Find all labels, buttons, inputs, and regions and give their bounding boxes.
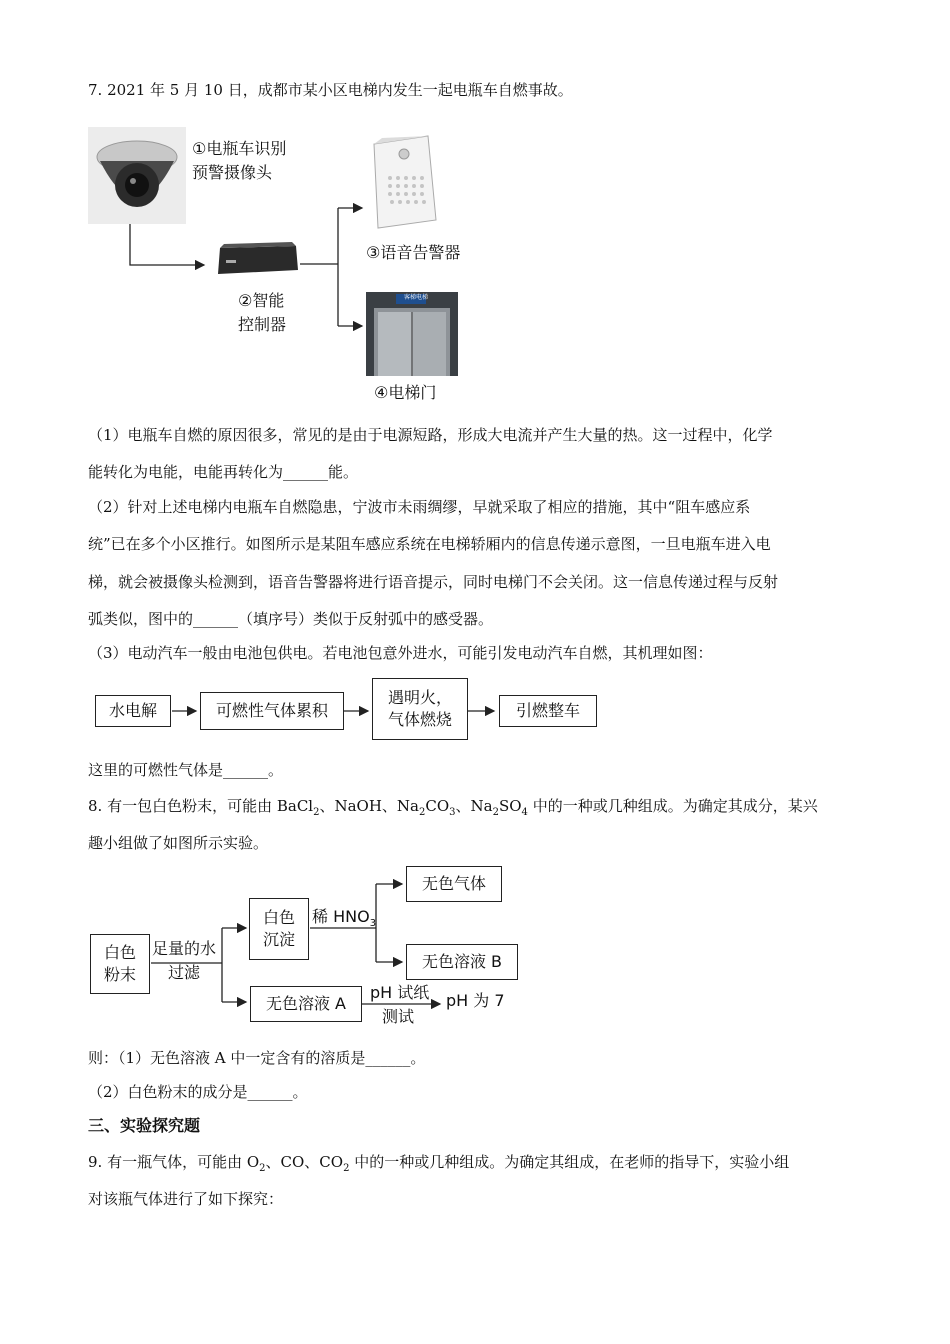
q8-answer-2: （2）白色粉末的成分是______。 bbox=[88, 1083, 308, 1101]
section-3-heading: 三、实验探究题 bbox=[88, 1116, 201, 1135]
camera-label-1: ①电瓶车识别 bbox=[192, 139, 287, 158]
q8-stem-line1: 8. 有一包白色粉末，可能由 BaCl$_2$、NaOH、$Na_2CO_3$、$Na_2SO_4$ 中的一种或几种组成。为确定其成分，某兴 bbox=[88, 797, 818, 818]
flow-gas-accumulation: 可燃性气体累积 bbox=[200, 692, 344, 730]
controller-label-2: 控制器 bbox=[238, 315, 287, 334]
white-powder-box bbox=[90, 934, 150, 994]
ph-paper-label: pH 试纸 bbox=[370, 983, 430, 1002]
flow-electrolysis: 水电解 bbox=[95, 695, 171, 727]
colorless-solution-b-box: 无色溶液 B bbox=[406, 944, 518, 980]
door-sign: 客梯电梯 bbox=[404, 294, 429, 301]
speaker-label: ③语音告警器 bbox=[366, 243, 461, 262]
flow-gas-burning-2: 气体燃烧 bbox=[387, 710, 452, 729]
q7-part2-line2: 统”已在多个小区推行。如图所示是某阻车感应系统在电梯轿厢内的信息传递示意图，一旦电瓶车进入电 bbox=[88, 535, 771, 553]
q7-part3-line2: 这里的可燃性气体是______。 bbox=[88, 761, 284, 779]
ph-test-label: 测试 bbox=[382, 1007, 415, 1026]
q8-answer-1: 则：（1）无色溶液 A 中一定含有的溶质是______。 bbox=[88, 1049, 426, 1067]
white-precipitate-1: 白色 bbox=[262, 908, 295, 927]
white-powder-1: 白色 bbox=[103, 943, 136, 962]
colorless-gas-box: 无色气体 bbox=[406, 866, 502, 902]
door-label: ④电梯门 bbox=[374, 383, 437, 402]
filter-label: 过滤 bbox=[168, 963, 201, 982]
q7-part2-line3: 梯，就会被摄像头检测到，语音告警器将进行语音提示，同时电梯门不会关闭。这一信息传递过程与反射 bbox=[88, 573, 779, 591]
water-label: 足量的水 bbox=[152, 939, 217, 958]
q7-part2-line1: （2）针对上述电梯内电瓶车自燃隐患，宁波市未雨绸缪，早就采取了相应的措施，其中“阻车感应系 bbox=[88, 498, 751, 516]
q8-stem-line2: 趣小组做了如图所示实验。 bbox=[88, 834, 269, 852]
ph-result-label: pH 为 7 bbox=[446, 991, 505, 1010]
flow-ignite-car: 引燃整车 bbox=[499, 695, 597, 727]
q7-stem: 7. 2021 年 5 月 10 日，成都市某小区电梯内发生一起电瓶车自燃事故。 bbox=[88, 81, 573, 99]
colorless-solution-a-box: 无色溶液 A bbox=[250, 986, 362, 1022]
q7-part1-line1: （1）电瓶车自燃的原因很多，常见的是由于电源短路，形成大电流并产生大量的热。这一过程中，化学 bbox=[88, 426, 773, 444]
white-powder-2: 粉末 bbox=[103, 965, 136, 984]
flow-gas-burning-1: 遇明火， bbox=[387, 688, 452, 707]
controller-label-1: ②智能 bbox=[238, 291, 285, 310]
q7-part3-line1: （3）电动汽车一般由电池包供电。若电池包意外进水，可能引发电动汽车自燃，其机理如图： bbox=[88, 644, 713, 662]
q7-part1-line2: 能转化为电能，电能再转化为______能。 bbox=[88, 463, 359, 481]
q9-stem-line1: 9. 有一瓶气体，可能由 $O_2$、CO、$CO_2$ 中的一种或几种组成。为确定其组成，在老师的指导下，实验小组 bbox=[88, 1153, 790, 1174]
camera-label-2: 预警摄像头 bbox=[192, 163, 273, 182]
white-precipitate-2: 沉淀 bbox=[262, 930, 295, 949]
white-precipitate-box bbox=[249, 898, 309, 960]
q9-stem-line2: 对该瓶气体进行了如下探究： bbox=[88, 1190, 284, 1208]
acid-label: 稀 $HNO_3$ bbox=[312, 907, 377, 930]
q7-part2-line4: 弧类似，图中的______（填序号）类似于反射弧中的感受器。 bbox=[88, 610, 494, 628]
